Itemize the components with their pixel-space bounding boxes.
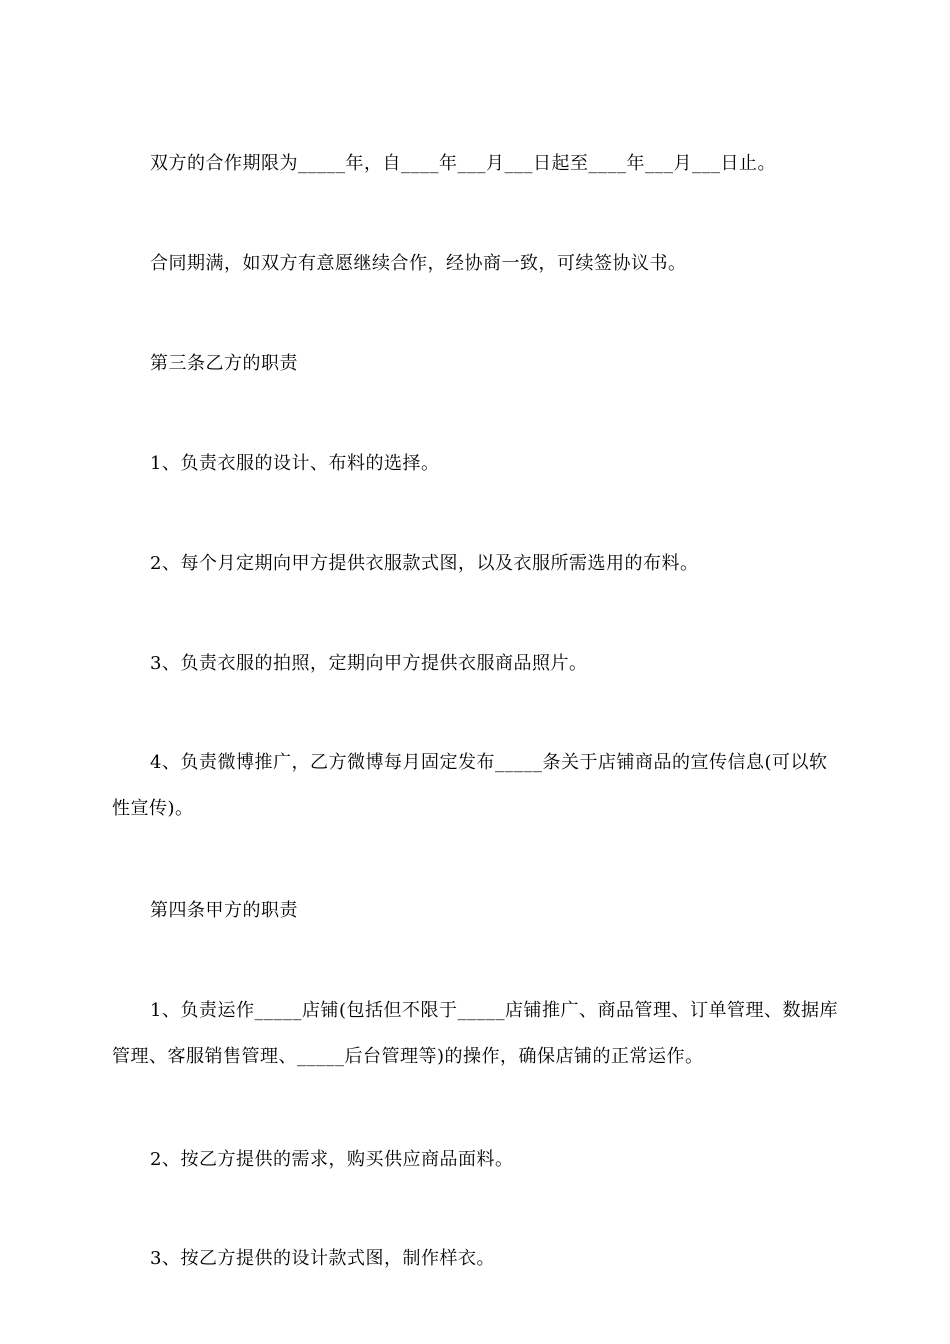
party-b-duty-4: 4、负责微博推广，乙方微博每月固定发布_____条关于店铺商品的宣传信息(可以软性宣传)。 — [112, 752, 828, 819]
paragraph-contract-renewal: 合同期满，如双方有意愿继续合作，经协商一致，可续签协议书。 — [150, 253, 687, 274]
party-a-duty-3: 3、按乙方提供的设计款式图，制作样衣。 — [150, 1248, 495, 1269]
section-heading-party-b-duties: 第三条乙方的职责 — [150, 353, 298, 374]
section-heading-party-a-duties: 第四条甲方的职责 — [150, 900, 298, 921]
party-a-duty-1: 1、负责运作_____店铺(包括但不限于_____店铺推广、商品管理、订单管理、数据库管理、客服销售管理、_____后台管理等)的操作，确保店铺的正常运作。 — [112, 1000, 838, 1067]
party-a-duty-2: 2、按乙方提供的需求，购买供应商品面料。 — [150, 1149, 514, 1170]
paragraph-cooperation-term: 双方的合作期限为_____年，自____年___月___日起至____年___月___日止。 — [150, 153, 776, 174]
party-b-duty-1: 1、负责衣服的设计、布料的选择。 — [150, 453, 440, 474]
party-b-duty-3: 3、负责衣服的拍照，定期向甲方提供衣服商品照片。 — [150, 653, 588, 674]
party-b-duty-2: 2、每个月定期向甲方提供衣服款式图，以及衣服所需选用的布料。 — [150, 553, 699, 574]
